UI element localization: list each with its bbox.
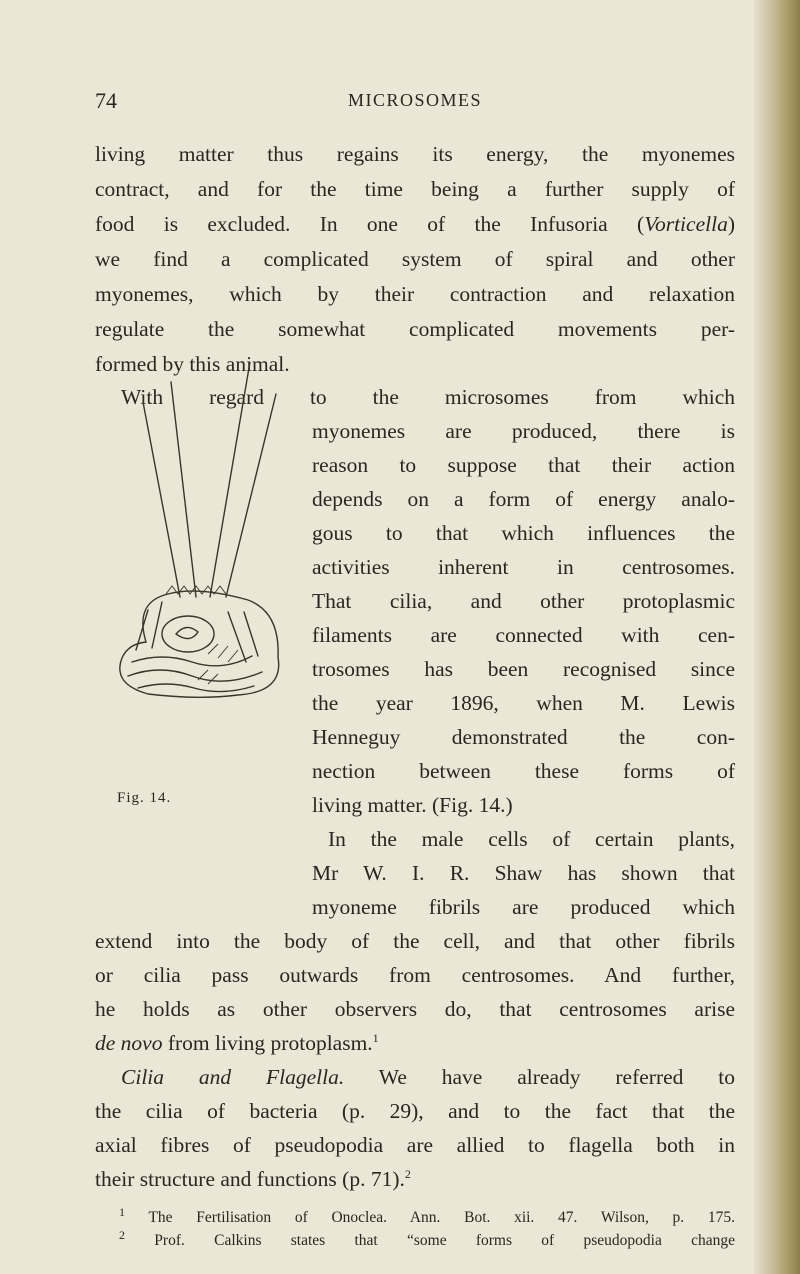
footnote-ref: 2 [404, 1166, 411, 1181]
taxon-name: Vorticella [644, 212, 728, 236]
paragraph-start: With regard to the microsomes from which [121, 385, 735, 409]
text-line: That cilia, and other protoplasmic [312, 589, 735, 613]
footnote-ref: 1 [372, 1030, 379, 1045]
text-line: regulate the somewhat complicated movements per- [95, 317, 735, 341]
text-line: de novo from living protoplasm.$^1$ [95, 1030, 379, 1055]
spiral-myoneme [128, 670, 262, 681]
text-line: myonemes, which by their contraction and relaxation [95, 282, 735, 306]
text-line: trosomes has been recognised since [312, 657, 735, 681]
text-line: formed by this animal. [95, 352, 290, 376]
text-line: activities inherent in centrosomes. [312, 555, 735, 579]
footnote-mark: 1 [119, 1204, 125, 1219]
text-line: food is excluded. In one of the Infusoria (Vorticella) [95, 212, 735, 236]
page-edge-shadow [754, 0, 800, 1274]
text-line: reason to suppose that their action [312, 453, 735, 477]
text-line: he holds as other observers do, that centrosomes arise [95, 997, 735, 1021]
footnote: $^2$ Prof. Calkins states that “some forms of pseudopodia change [119, 1227, 735, 1249]
text-line: extend into the body of the cell, and that other fibrils [95, 929, 735, 953]
stalk-line [226, 394, 276, 597]
text-line: the year 1896, when M. Lewis [312, 691, 735, 715]
paragraph-start: In the male cells of certain plants, [328, 827, 735, 851]
stalk-line [171, 382, 196, 597]
text-line: contract, and for the time being a further supply of [95, 177, 735, 201]
spiral-myoneme [138, 684, 254, 692]
text-line: Mr W. I. R. Shaw has shown that [312, 861, 735, 885]
text-line: depends on a form of energy analo- [312, 487, 735, 511]
text-line: living matter thus regains its energy, the myonemes [95, 142, 735, 166]
running-head: MICROSOMES [347, 90, 483, 110]
text-line: gous to that which influences the [312, 521, 735, 545]
footnote-mark: 2 [119, 1227, 125, 1242]
text-line: the cilia of bacteria (p. 29), and to the fact that the [95, 1099, 735, 1123]
figure-caption: Fig. 14. [117, 790, 172, 806]
text-line: their structure and functions (p. 71).$^2$ [95, 1166, 411, 1191]
nucleus-detail [176, 627, 198, 638]
text-line: we find a complicated system of spiral and other [95, 247, 735, 271]
text-line: myoneme fibrils are produced which [312, 895, 735, 919]
page-header [95, 88, 735, 118]
text-line: living matter. (Fig. 14.) [312, 793, 513, 817]
latin-phrase: de novo [95, 1031, 163, 1055]
myoneme-fibril [136, 610, 148, 650]
spiral-myoneme [132, 656, 252, 666]
text-line: myonemes are produced, there is [312, 419, 735, 443]
text-line: axial fibres of pseudopodia are allied to flagella both in [95, 1133, 735, 1157]
myoneme-fibril [228, 612, 246, 662]
vorticella-illustration [108, 362, 298, 702]
nucleus-outline [162, 616, 214, 652]
text-line: nection between these forms of [312, 759, 735, 783]
text-line: Henneguy demonstrated the con- [312, 725, 735, 749]
stalk-line [143, 402, 180, 597]
myoneme-fibril [244, 612, 258, 656]
myoneme-fibril [152, 602, 162, 648]
section-heading: Cilia and Flagella. [121, 1065, 345, 1089]
stalk-line [210, 362, 250, 597]
text-line: or cilia pass outwards from centrosomes. And further, [95, 963, 735, 987]
page-number: 74 [95, 88, 117, 113]
text-line: filaments are connected with cen- [312, 623, 735, 647]
footnote: $^1$ The Fertilisation of Onoclea. Ann. Bot. xii. 47. Wilson, p. 175. [119, 1204, 735, 1226]
paragraph-start: Cilia and Flagella. We have already referred to [121, 1065, 736, 1089]
